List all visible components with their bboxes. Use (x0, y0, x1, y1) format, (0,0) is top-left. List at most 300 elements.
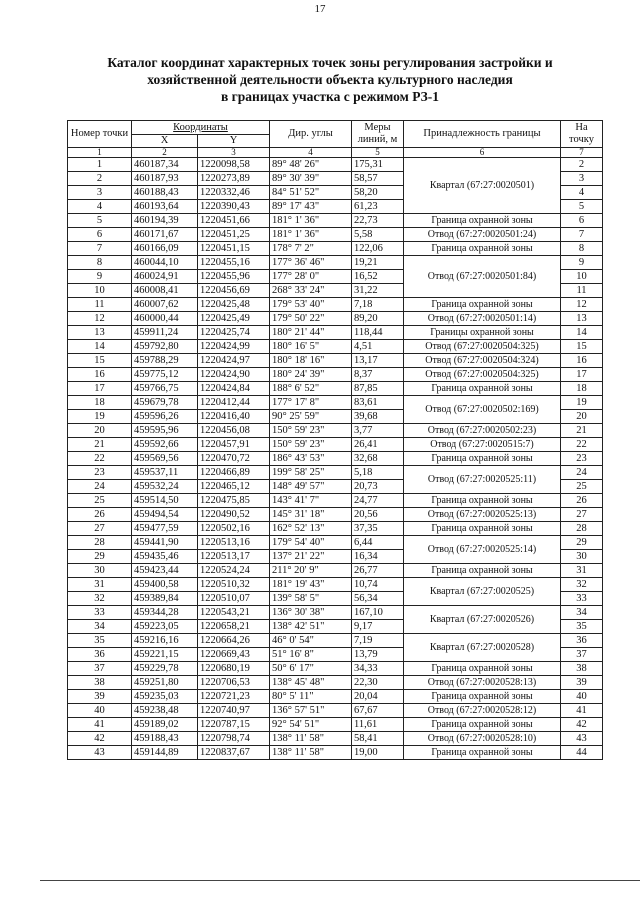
boundary-belonging-cell: Отвод (67:27:0020525:14) (404, 536, 561, 564)
to-point-cell: 34 (561, 606, 603, 620)
boundary-belonging-cell: Отвод (67:27:0020525:13) (404, 508, 561, 522)
point-number-cell: 9 (68, 270, 132, 284)
line-length-cell: 5,18 (352, 466, 404, 480)
line-length-cell: 58,41 (352, 732, 404, 746)
to-point-cell: 23 (561, 452, 603, 466)
header-y: Y (198, 135, 270, 148)
x-coordinate-cell: 459229,78 (132, 662, 198, 676)
boundary-belonging-cell: Отвод (67:27:0020504:324) (404, 354, 561, 368)
y-coordinate-cell: 1220466,89 (198, 466, 270, 480)
boundary-belonging-cell: Граница охранной зоны (404, 522, 561, 536)
x-coordinate-cell: 459238,48 (132, 704, 198, 718)
x-coordinate-cell: 459775,12 (132, 368, 198, 382)
x-coordinate-cell: 459788,29 (132, 354, 198, 368)
to-point-cell: 26 (561, 494, 603, 508)
line-length-cell: 122,06 (352, 242, 404, 256)
scan-edge-line (40, 880, 640, 881)
y-coordinate-cell: 1220513,16 (198, 536, 270, 550)
line-length-cell: 7,19 (352, 634, 404, 648)
directional-angle-cell: 139° 58' 5" (270, 592, 352, 606)
line-length-cell: 20,04 (352, 690, 404, 704)
column-number: 2 (132, 148, 198, 158)
line-length-cell: 19,21 (352, 256, 404, 270)
x-coordinate-cell: 459251,80 (132, 676, 198, 690)
y-coordinate-cell: 1220543,21 (198, 606, 270, 620)
point-number-cell: 12 (68, 312, 132, 326)
column-number: 6 (404, 148, 561, 158)
boundary-belonging-cell: Граница охранной зоны (404, 746, 561, 760)
y-coordinate-cell: 1220425,49 (198, 312, 270, 326)
boundary-belonging-cell: Квартал (67:27:0020525) (404, 578, 561, 606)
table-row (68, 662, 603, 676)
boundary-belonging-cell: Граница охранной зоны (404, 382, 561, 396)
boundary-belonging-cell: Отвод (67:27:0020515:7) (404, 438, 561, 452)
title-line-1: Каталог координат характерных точек зоны регулирования застройки и (107, 55, 553, 70)
y-coordinate-cell: 1220837,67 (198, 746, 270, 760)
table-row (68, 242, 603, 256)
boundary-belonging-cell: Граница охранной зоны (404, 298, 561, 312)
table-row (68, 228, 603, 242)
y-coordinate-cell: 1220510,32 (198, 578, 270, 592)
header-directional-angles: Дир. углы (270, 121, 352, 148)
point-number-cell: 25 (68, 494, 132, 508)
x-coordinate-cell: 459221,15 (132, 648, 198, 662)
to-point-cell: 8 (561, 242, 603, 256)
boundary-belonging-cell: Отвод (67:27:0020525:11) (404, 466, 561, 494)
to-point-cell: 18 (561, 382, 603, 396)
point-number-cell: 27 (68, 522, 132, 536)
directional-angle-cell: 51° 16' 8" (270, 648, 352, 662)
directional-angle-cell: 150° 59' 23" (270, 438, 352, 452)
point-number-cell: 21 (68, 438, 132, 452)
x-coordinate-cell: 459595,96 (132, 424, 198, 438)
point-number-cell: 18 (68, 396, 132, 410)
x-coordinate-cell: 459441,90 (132, 536, 198, 550)
x-coordinate-cell: 459400,58 (132, 578, 198, 592)
table-row (68, 438, 603, 452)
y-coordinate-cell: 1220424,99 (198, 340, 270, 354)
table-row (68, 354, 603, 368)
x-coordinate-cell: 459189,02 (132, 718, 198, 732)
directional-angle-cell: 177° 28' 0" (270, 270, 352, 284)
column-number: 5 (352, 148, 404, 158)
x-coordinate-cell: 460188,43 (132, 186, 198, 200)
boundary-belonging-cell: Отвод (67:27:0020528:13) (404, 676, 561, 690)
line-length-cell: 13,17 (352, 354, 404, 368)
to-point-cell: 35 (561, 620, 603, 634)
directional-angle-cell: 211° 20' 9" (270, 564, 352, 578)
y-coordinate-cell: 1220706,53 (198, 676, 270, 690)
x-coordinate-cell: 459569,56 (132, 452, 198, 466)
y-coordinate-cell: 1220669,43 (198, 648, 270, 662)
y-coordinate-cell: 1220424,90 (198, 368, 270, 382)
line-length-cell: 3,77 (352, 424, 404, 438)
line-length-cell: 34,33 (352, 662, 404, 676)
directional-angle-cell: 138° 11' 58" (270, 746, 352, 760)
point-number-cell: 28 (68, 536, 132, 550)
directional-angle-cell: 84° 51' 52" (270, 186, 352, 200)
to-point-cell: 19 (561, 396, 603, 410)
y-coordinate-cell: 1220456,08 (198, 424, 270, 438)
y-coordinate-cell: 1220510,07 (198, 592, 270, 606)
document-title (60, 54, 600, 105)
line-length-cell: 61,23 (352, 200, 404, 214)
directional-angle-cell: 181° 1' 36" (270, 228, 352, 242)
boundary-belonging-cell: Отвод (67:27:0020528:10) (404, 732, 561, 746)
directional-angle-cell: 143° 41' 7" (270, 494, 352, 508)
point-number-cell: 8 (68, 256, 132, 270)
directional-angle-cell: 178° 7' 2" (270, 242, 352, 256)
boundary-belonging-cell: Граница охранной зоны (404, 242, 561, 256)
x-coordinate-cell: 459389,84 (132, 592, 198, 606)
point-number-cell: 14 (68, 340, 132, 354)
y-coordinate-cell: 1220513,17 (198, 550, 270, 564)
table-row (68, 326, 603, 340)
to-point-cell: 30 (561, 550, 603, 564)
directional-angle-cell: 179° 54' 40" (270, 536, 352, 550)
line-length-cell: 16,52 (352, 270, 404, 284)
to-point-cell: 44 (561, 746, 603, 760)
to-point-cell: 33 (561, 592, 603, 606)
x-coordinate-cell: 460007,62 (132, 298, 198, 312)
header-coordinates-label: Координаты (173, 121, 228, 133)
directional-angle-cell: 89° 30' 39" (270, 172, 352, 186)
x-coordinate-cell: 459792,80 (132, 340, 198, 354)
x-coordinate-cell: 460187,93 (132, 172, 198, 186)
to-point-cell: 27 (561, 508, 603, 522)
boundary-belonging-cell: Отвод (67:27:0020501:84) (404, 256, 561, 298)
table-row (68, 746, 603, 760)
boundary-belonging-cell: Отвод (67:27:0020504:325) (404, 368, 561, 382)
line-length-cell: 87,85 (352, 382, 404, 396)
line-length-cell: 167,10 (352, 606, 404, 620)
to-point-cell: 2 (561, 158, 603, 172)
table-row (68, 466, 603, 480)
table-row (68, 214, 603, 228)
line-length-cell: 89,20 (352, 312, 404, 326)
directional-angle-cell: 180° 16' 5" (270, 340, 352, 354)
y-coordinate-cell: 1220456,69 (198, 284, 270, 298)
line-length-cell: 26,77 (352, 564, 404, 578)
line-length-cell: 7,18 (352, 298, 404, 312)
directional-angle-cell: 162° 52' 13" (270, 522, 352, 536)
header-coordinates (132, 121, 270, 135)
y-coordinate-cell: 1220451,66 (198, 214, 270, 228)
boundary-belonging-cell: Границы охранной зоны (404, 326, 561, 340)
y-coordinate-cell: 1220524,24 (198, 564, 270, 578)
line-length-cell: 31,22 (352, 284, 404, 298)
directional-angle-cell: 180° 18' 16" (270, 354, 352, 368)
table-row (68, 732, 603, 746)
to-point-cell: 4 (561, 186, 603, 200)
line-length-cell: 20,73 (352, 480, 404, 494)
y-coordinate-cell: 1220451,15 (198, 242, 270, 256)
y-coordinate-cell: 1220390,43 (198, 200, 270, 214)
boundary-belonging-cell: Отвод (67:27:0020501:24) (404, 228, 561, 242)
x-coordinate-cell: 459477,59 (132, 522, 198, 536)
boundary-belonging-cell: Граница охранной зоны (404, 564, 561, 578)
to-point-cell: 41 (561, 704, 603, 718)
y-coordinate-cell: 1220490,52 (198, 508, 270, 522)
directional-angle-cell: 181° 1' 36" (270, 214, 352, 228)
point-number-cell: 40 (68, 704, 132, 718)
point-number-cell: 30 (68, 564, 132, 578)
to-point-cell: 39 (561, 676, 603, 690)
to-point-cell: 12 (561, 298, 603, 312)
line-length-cell: 39,68 (352, 410, 404, 424)
x-coordinate-cell: 459235,03 (132, 690, 198, 704)
point-number-cell: 42 (68, 732, 132, 746)
column-number: 4 (270, 148, 352, 158)
to-point-cell: 3 (561, 172, 603, 186)
line-length-cell: 16,34 (352, 550, 404, 564)
directional-angle-cell: 186° 43' 53" (270, 452, 352, 466)
line-length-cell: 4,51 (352, 340, 404, 354)
x-coordinate-cell: 459494,54 (132, 508, 198, 522)
x-coordinate-cell: 460187,34 (132, 158, 198, 172)
table-row (68, 634, 603, 648)
x-coordinate-cell: 460193,64 (132, 200, 198, 214)
boundary-belonging-cell: Граница охранной зоны (404, 214, 561, 228)
line-length-cell: 83,61 (352, 396, 404, 410)
y-coordinate-cell: 1220425,48 (198, 298, 270, 312)
to-point-cell: 15 (561, 340, 603, 354)
y-coordinate-cell: 1220455,96 (198, 270, 270, 284)
point-number-cell: 11 (68, 298, 132, 312)
x-coordinate-cell: 460044,10 (132, 256, 198, 270)
table-row (68, 536, 603, 550)
to-point-cell: 32 (561, 578, 603, 592)
boundary-belonging-cell: Квартал (67:27:0020526) (404, 606, 561, 634)
point-number-cell: 31 (68, 578, 132, 592)
directional-angle-cell: 177° 36' 46" (270, 256, 352, 270)
directional-angle-cell: 150° 59' 23" (270, 424, 352, 438)
x-coordinate-cell: 459532,24 (132, 480, 198, 494)
point-number-cell: 7 (68, 242, 132, 256)
header-point-number: Номер точки (68, 121, 132, 148)
point-number-cell: 26 (68, 508, 132, 522)
x-coordinate-cell: 460024,91 (132, 270, 198, 284)
directional-angle-cell: 148° 49' 57" (270, 480, 352, 494)
header-line-lengths: Меры линий, м (352, 121, 404, 148)
table-row (68, 298, 603, 312)
point-number-cell: 5 (68, 214, 132, 228)
table-body (68, 148, 603, 760)
to-point-cell: 9 (561, 256, 603, 270)
to-point-cell: 36 (561, 634, 603, 648)
line-length-cell: 13,79 (352, 648, 404, 662)
table-row (68, 368, 603, 382)
directional-angle-cell: 180° 21' 44" (270, 326, 352, 340)
to-point-cell: 16 (561, 354, 603, 368)
line-length-cell: 6,44 (352, 536, 404, 550)
y-coordinate-cell: 1220424,84 (198, 382, 270, 396)
directional-angle-cell: 179° 50' 22" (270, 312, 352, 326)
y-coordinate-cell: 1220475,85 (198, 494, 270, 508)
directional-angle-cell: 138° 42' 51" (270, 620, 352, 634)
x-coordinate-cell: 459911,24 (132, 326, 198, 340)
table-row (68, 704, 603, 718)
boundary-belonging-cell: Граница охранной зоны (404, 494, 561, 508)
table-row (68, 256, 603, 270)
table-row (68, 522, 603, 536)
x-coordinate-cell: 459423,44 (132, 564, 198, 578)
point-number-cell: 38 (68, 676, 132, 690)
table-row (68, 718, 603, 732)
y-coordinate-cell: 1220412,44 (198, 396, 270, 410)
x-coordinate-cell: 459223,05 (132, 620, 198, 634)
to-point-cell: 25 (561, 480, 603, 494)
to-point-cell: 5 (561, 200, 603, 214)
line-length-cell: 118,44 (352, 326, 404, 340)
to-point-cell: 37 (561, 648, 603, 662)
table-row (68, 158, 603, 172)
point-number-cell: 13 (68, 326, 132, 340)
column-number-row (68, 148, 603, 158)
line-length-cell: 19,00 (352, 746, 404, 760)
directional-angle-cell: 177° 17' 8" (270, 396, 352, 410)
line-length-cell: 9,17 (352, 620, 404, 634)
to-point-cell: 6 (561, 214, 603, 228)
table-row (68, 606, 603, 620)
directional-angle-cell: 136° 57' 51" (270, 704, 352, 718)
y-coordinate-cell: 1220425,74 (198, 326, 270, 340)
point-number-cell: 29 (68, 550, 132, 564)
directional-angle-cell: 188° 6' 52" (270, 382, 352, 396)
to-point-cell: 11 (561, 284, 603, 298)
x-coordinate-cell: 459344,28 (132, 606, 198, 620)
point-number-cell: 32 (68, 592, 132, 606)
y-coordinate-cell: 1220787,15 (198, 718, 270, 732)
boundary-belonging-cell: Граница охранной зоны (404, 662, 561, 676)
title-line-3: в границах участка с режимом РЗ-1 (221, 89, 439, 104)
line-length-cell: 22,30 (352, 676, 404, 690)
x-coordinate-cell: 460194,39 (132, 214, 198, 228)
x-coordinate-cell: 459514,50 (132, 494, 198, 508)
point-number-cell: 41 (68, 718, 132, 732)
table-row (68, 452, 603, 466)
directional-angle-cell: 80° 5' 11" (270, 690, 352, 704)
point-number-cell: 39 (68, 690, 132, 704)
y-coordinate-cell: 1220455,16 (198, 256, 270, 270)
boundary-belonging-cell: Отвод (67:27:0020502:23) (404, 424, 561, 438)
point-number-cell: 43 (68, 746, 132, 760)
line-length-cell: 26,41 (352, 438, 404, 452)
boundary-belonging-cell: Отвод (67:27:0020501:14) (404, 312, 561, 326)
line-length-cell: 56,34 (352, 592, 404, 606)
to-point-cell: 24 (561, 466, 603, 480)
point-number-cell: 22 (68, 452, 132, 466)
line-length-cell: 10,74 (352, 578, 404, 592)
y-coordinate-cell: 1220457,91 (198, 438, 270, 452)
y-coordinate-cell: 1220098,58 (198, 158, 270, 172)
point-number-cell: 24 (68, 480, 132, 494)
to-point-cell: 21 (561, 424, 603, 438)
point-number-cell: 3 (68, 186, 132, 200)
y-coordinate-cell: 1220798,74 (198, 732, 270, 746)
y-coordinate-cell: 1220721,23 (198, 690, 270, 704)
to-point-cell: 22 (561, 438, 603, 452)
point-number-cell: 33 (68, 606, 132, 620)
x-coordinate-cell: 459435,46 (132, 550, 198, 564)
x-coordinate-cell: 459596,26 (132, 410, 198, 424)
boundary-belonging-cell: Отвод (67:27:0020528:12) (404, 704, 561, 718)
y-coordinate-cell: 1220658,21 (198, 620, 270, 634)
x-coordinate-cell: 459188,43 (132, 732, 198, 746)
line-length-cell: 8,37 (352, 368, 404, 382)
line-length-cell: 67,67 (352, 704, 404, 718)
line-length-cell: 20,56 (352, 508, 404, 522)
line-length-cell: 58,57 (352, 172, 404, 186)
table-row (68, 312, 603, 326)
point-number-cell: 17 (68, 382, 132, 396)
directional-angle-cell: 181° 19' 43" (270, 578, 352, 592)
page-number: 17 (314, 3, 326, 15)
point-number-cell: 23 (68, 466, 132, 480)
to-point-cell: 31 (561, 564, 603, 578)
directional-angle-cell: 89° 17' 43" (270, 200, 352, 214)
point-number-cell: 6 (68, 228, 132, 242)
to-point-cell: 28 (561, 522, 603, 536)
header-boundary-belonging: Принадлежность границы (404, 121, 561, 148)
boundary-belonging-cell: Граница охранной зоны (404, 452, 561, 466)
boundary-belonging-cell: Отвод (67:27:0020504:325) (404, 340, 561, 354)
directional-angle-cell: 138° 45' 48" (270, 676, 352, 690)
header-x: X (132, 135, 198, 148)
x-coordinate-cell: 459766,75 (132, 382, 198, 396)
point-number-cell: 16 (68, 368, 132, 382)
directional-angle-cell: 268° 33' 24" (270, 284, 352, 298)
table-row (68, 676, 603, 690)
directional-angle-cell: 50° 6' 17" (270, 662, 352, 676)
y-coordinate-cell: 1220664,26 (198, 634, 270, 648)
directional-angle-cell: 145° 31' 18" (270, 508, 352, 522)
line-length-cell: 58,20 (352, 186, 404, 200)
title-line-2: хозяйственной деятельности объекта культурного наследия (147, 72, 513, 87)
line-length-cell: 37,35 (352, 522, 404, 536)
point-number-cell: 19 (68, 410, 132, 424)
point-number-cell: 10 (68, 284, 132, 298)
directional-angle-cell: 136° 30' 38" (270, 606, 352, 620)
point-number-cell: 20 (68, 424, 132, 438)
x-coordinate-cell: 459144,89 (132, 746, 198, 760)
header-to-point: На точку (561, 121, 603, 148)
x-coordinate-cell: 460166,09 (132, 242, 198, 256)
column-number: 1 (68, 148, 132, 158)
table-row (68, 396, 603, 410)
point-number-cell: 34 (68, 620, 132, 634)
line-length-cell: 5,58 (352, 228, 404, 242)
to-point-cell: 14 (561, 326, 603, 340)
boundary-belonging-cell: Квартал (67:27:0020528) (404, 634, 561, 662)
to-point-cell: 10 (561, 270, 603, 284)
to-point-cell: 40 (561, 690, 603, 704)
x-coordinate-cell: 459537,11 (132, 466, 198, 480)
boundary-belonging-cell: Граница охранной зоны (404, 718, 561, 732)
to-point-cell: 7 (561, 228, 603, 242)
line-length-cell: 24,77 (352, 494, 404, 508)
point-number-cell: 15 (68, 354, 132, 368)
table-row (68, 424, 603, 438)
y-coordinate-cell: 1220424,97 (198, 354, 270, 368)
to-point-cell: 43 (561, 732, 603, 746)
table-row (68, 340, 603, 354)
table-row (68, 382, 603, 396)
line-length-cell: 175,31 (352, 158, 404, 172)
y-coordinate-cell: 1220470,72 (198, 452, 270, 466)
directional-angle-cell: 89° 48' 26" (270, 158, 352, 172)
x-coordinate-cell: 460008,41 (132, 284, 198, 298)
